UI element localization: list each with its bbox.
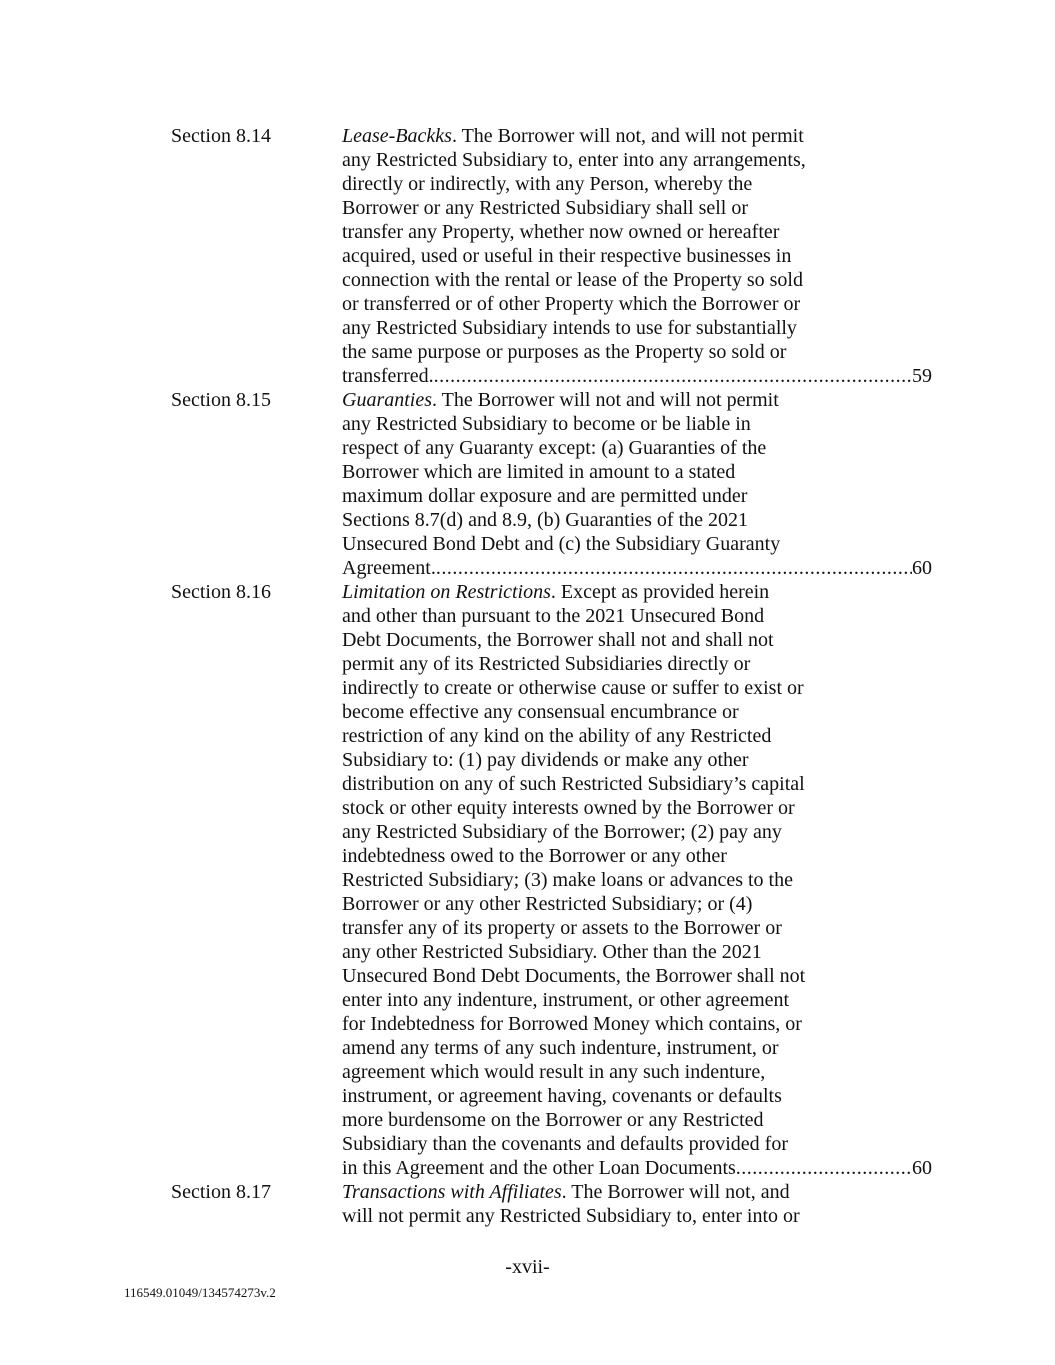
entry-line-text: restriction of any kind on the ability of any Restricted bbox=[342, 725, 772, 747]
entry-line bbox=[342, 676, 932, 700]
entry-line-text: Restricted Subsidiary; (3) make loans or advances to the bbox=[342, 869, 793, 891]
entry-line-text: instrument, or agreement having, covenants or defaults bbox=[342, 1085, 782, 1107]
entry-text bbox=[342, 580, 932, 1180]
entry-line-text: transfer any of its property or assets to the Borrower or bbox=[342, 917, 782, 939]
entry-line-text: the same purpose or purposes as the Property so sold or bbox=[342, 341, 787, 363]
entry-line-text: Unsecured Bond Debt Documents, the Borrower shall not bbox=[342, 965, 806, 987]
entry-line bbox=[342, 916, 932, 940]
entry-line bbox=[342, 1036, 932, 1060]
entry-line-text: . The Borrower will not, and will not permit bbox=[451, 125, 804, 147]
entry-line-text: . The Borrower will not and will not permit bbox=[432, 389, 779, 411]
entry-line-text: any Restricted Subsidiary to become or be liable in bbox=[342, 413, 751, 435]
entry-line-text: maximum dollar exposure and are permitted under bbox=[342, 485, 748, 507]
entry-line bbox=[342, 1012, 932, 1036]
entry-line-text: and other than pursuant to the 2021 Unsecured Bond bbox=[342, 605, 765, 627]
toc-entry bbox=[0, 388, 1055, 580]
entry-line bbox=[342, 124, 932, 148]
entry-line-text: acquired, used or useful in their respective businesses in bbox=[342, 245, 792, 267]
entry-line bbox=[342, 532, 932, 556]
section-heading: Lease-Backks bbox=[342, 125, 452, 147]
section-number: Section 8.17 bbox=[171, 1181, 271, 1203]
entry-line-text: Sections 8.7(d) and 8.9, (b) Guaranties of the 2021 bbox=[342, 509, 749, 531]
section-heading: Transactions with Affiliates bbox=[342, 1181, 562, 1203]
entry-line-text: distribution on any of such Restricted Subsidiary’s capital bbox=[342, 773, 805, 795]
entry-last-line bbox=[342, 1156, 932, 1180]
entry-line bbox=[342, 1060, 932, 1084]
entry-line bbox=[342, 940, 932, 964]
entry-line-text: stock or other equity interests owned by the Borrower or bbox=[342, 797, 795, 819]
entry-line bbox=[342, 148, 932, 172]
entry-line bbox=[342, 316, 932, 340]
page-reference[interactable]: 60 bbox=[912, 557, 932, 579]
toc-entry bbox=[0, 1180, 1055, 1228]
entry-line-text: connection with the rental or lease of the Property so sold bbox=[342, 269, 803, 291]
entry-line-text: or transferred or of other Property which the Borrower or bbox=[342, 293, 801, 315]
entry-line bbox=[342, 820, 932, 844]
entry-line-text: Agreement. bbox=[342, 557, 436, 579]
entry-text bbox=[342, 388, 932, 580]
entry-line bbox=[342, 340, 932, 364]
entry-last-line bbox=[342, 364, 932, 388]
entry-line-text: . Except as provided herein bbox=[550, 581, 770, 603]
entry-line-text: become effective any consensual encumbrance or bbox=[342, 701, 739, 723]
entry-line bbox=[342, 604, 932, 628]
entry-line-text: respect of any Guaranty except: (a) Guaranties of the bbox=[342, 437, 767, 459]
section-heading: Limitation on Restrictions bbox=[342, 581, 551, 603]
entry-line-text: for Indebtedness for Borrowed Money which contains, or bbox=[342, 1013, 802, 1035]
entry-line bbox=[342, 700, 932, 724]
entry-line bbox=[342, 724, 932, 748]
entry-line bbox=[342, 652, 932, 676]
dot-leader bbox=[736, 1156, 912, 1180]
entry-line bbox=[342, 460, 932, 484]
entry-line-text: transfer any Property, whether now owned or hereafter bbox=[342, 221, 780, 243]
entry-line bbox=[342, 292, 932, 316]
entry-line-text: in this Agreement and the other Loan Documents bbox=[342, 1157, 736, 1179]
entry-line bbox=[342, 388, 932, 412]
entry-line bbox=[342, 1108, 932, 1132]
entry-line-text: any Restricted Subsidiary intends to use for substantially bbox=[342, 317, 797, 339]
entry-line-text: more burdensome on the Borrower or any Restricted bbox=[342, 1109, 764, 1131]
entry-line bbox=[342, 484, 932, 508]
entry-line-text: indebtedness owed to the Borrower or any other bbox=[342, 845, 727, 867]
section-number: Section 8.16 bbox=[171, 581, 271, 603]
dot-leader bbox=[434, 364, 912, 388]
entry-last-line bbox=[342, 556, 932, 580]
entry-text bbox=[342, 124, 932, 388]
entry-line bbox=[342, 1180, 932, 1204]
page-reference[interactable]: 59 bbox=[912, 365, 932, 387]
entry-line bbox=[342, 244, 932, 268]
section-heading: Guaranties bbox=[342, 389, 432, 411]
entry-line-text: agreement which would result in any such indenture, bbox=[342, 1061, 766, 1083]
entry-line bbox=[342, 988, 932, 1012]
entry-line-text: amend any terms of any such indenture, instrument, or bbox=[342, 1037, 779, 1059]
entry-line bbox=[342, 892, 932, 916]
entry-line-text: Borrower or any Restricted Subsidiary shall sell or bbox=[342, 197, 749, 219]
entry-line-text: any other Restricted Subsidiary. Other than the 2021 bbox=[342, 941, 762, 963]
entry-line bbox=[342, 196, 932, 220]
entry-line bbox=[342, 580, 932, 604]
entry-line-text: Subsidiary than the covenants and defaults provided for bbox=[342, 1133, 788, 1155]
section-number: Section 8.14 bbox=[171, 125, 271, 147]
entry-line-text: Debt Documents, the Borrower shall not and shall not bbox=[342, 629, 774, 651]
entry-line-text: any Restricted Subsidiary of the Borrower; (2) pay any bbox=[342, 821, 782, 843]
document-id: 116549.01049/134574273v.2 bbox=[124, 1285, 276, 1300]
page-number: -xvii- bbox=[505, 1256, 550, 1278]
entry-line bbox=[342, 748, 932, 772]
entry-line-text: Unsecured Bond Debt and (c) the Subsidiary Guaranty bbox=[342, 533, 781, 555]
entry-line-text: Borrower which are limited in amount to a stated bbox=[342, 461, 736, 483]
table-of-contents bbox=[0, 124, 1055, 1228]
entry-line-text: transferred. bbox=[342, 365, 434, 387]
entry-line bbox=[342, 772, 932, 796]
entry-line-text: Borrower or any other Restricted Subsidiary; or (4) bbox=[342, 893, 753, 915]
entry-line-text: Subsidiary to: (1) pay dividends or make any other bbox=[342, 749, 749, 771]
entry-line bbox=[342, 964, 932, 988]
entry-line-text: enter into any indenture, instrument, or other agreement bbox=[342, 989, 790, 1011]
entry-line-text: indirectly to create or otherwise cause or suffer to exist or bbox=[342, 677, 804, 699]
entry-text bbox=[342, 1180, 932, 1228]
entry-line bbox=[342, 628, 932, 652]
entry-line bbox=[342, 220, 932, 244]
entry-line-text: . The Borrower will not, and bbox=[561, 1181, 790, 1203]
toc-entry bbox=[0, 124, 1055, 388]
entry-line-text: any Restricted Subsidiary to, enter into any arrangements, bbox=[342, 149, 806, 171]
entry-line bbox=[342, 796, 932, 820]
entry-line bbox=[342, 508, 932, 532]
entry-line bbox=[342, 1204, 932, 1228]
entry-line bbox=[342, 868, 932, 892]
entry-line-text: permit any of its Restricted Subsidiaries directly or bbox=[342, 653, 751, 675]
page-reference[interactable]: 60 bbox=[912, 1157, 932, 1179]
section-number: Section 8.15 bbox=[171, 389, 271, 411]
entry-line-text: directly or indirectly, with any Person, whereby the bbox=[342, 173, 753, 195]
entry-line bbox=[342, 268, 932, 292]
entry-line bbox=[342, 412, 932, 436]
dot-leader bbox=[436, 556, 912, 580]
entry-line bbox=[342, 1132, 932, 1156]
entry-line bbox=[342, 436, 932, 460]
entry-line-text: will not permit any Restricted Subsidiary to, enter into or bbox=[342, 1205, 800, 1227]
toc-entry bbox=[0, 580, 1055, 1180]
entry-line bbox=[342, 844, 932, 868]
entry-line bbox=[342, 1084, 932, 1108]
entry-line bbox=[342, 172, 932, 196]
